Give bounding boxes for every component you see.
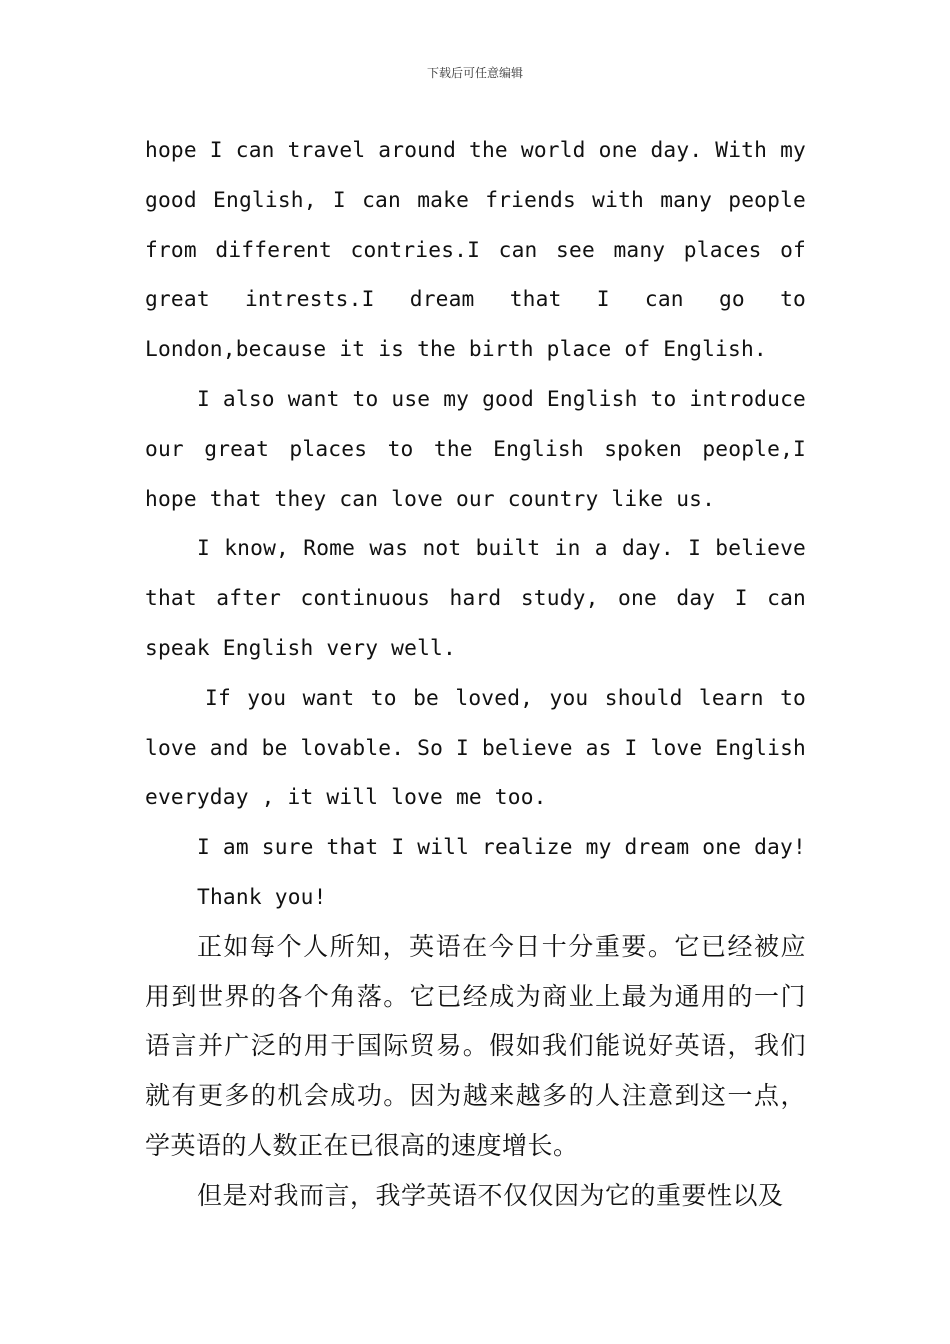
paragraph-chinese-importance: 正如每个人所知，英语在今日十分重要。它已经被应用到世界的各个角落。它已经成为商业上最为通用的一门语言并广泛的用于国际贸易。假如我们能说好英语，我们就有更多的机会成功。因为越来越多的人注意到这一点，学英语的人数正在已很高的速度增长。	[145, 931, 806, 1160]
paragraph-introduce: I also want to use my good English to introduce our great places to the English spoken people,I hope that they can love our country like us.	[145, 385, 806, 511]
paragraph-rome: I know, Rome was not built in a day. I believe that after continuous hard study, one day I can speak English very well.	[145, 535, 806, 660]
paragraph-travel: hope I can travel around the world one day. With my good English, I can make friends with many people from different contries.I can see many places of great intrests.I dream that I can go to London,because it is the birth place of English.	[145, 137, 806, 362]
paragraph-thanks: Thank you!	[197, 883, 327, 909]
paragraph-dream: I am sure that I will realize my dream one day!	[197, 834, 806, 860]
page-header: 下载后可任意编辑	[426, 66, 523, 80]
document-body	[145, 125, 806, 1221]
paragraph-loved: If you want to be loved, you should learn to love and be lovable. So I believe as I love English everyday , it will love me too.	[145, 684, 806, 810]
paragraph-chinese-reason: 但是对我而言，我学英语不仅仅因为它的重要性以及	[197, 1180, 784, 1210]
